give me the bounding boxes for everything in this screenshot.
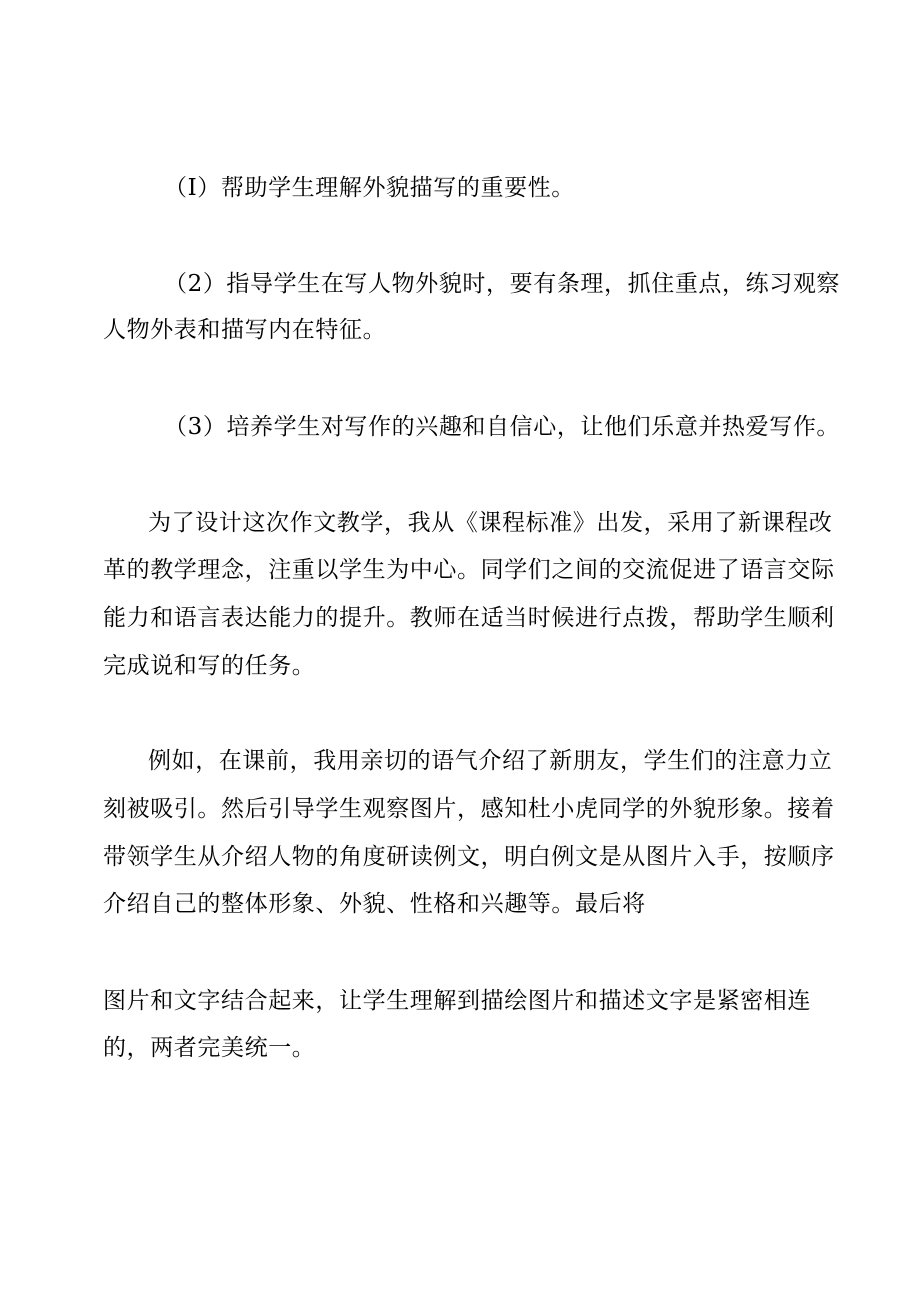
conclusion-paragraph-line-2: 的，两者完美统一。 [103, 1035, 316, 1061]
objective-3-line-1: （3）培养学生对写作的兴趣和自信心，让他们乐意并热爱写作。 [164, 414, 841, 440]
design-paragraph-line-1: 为了设计这次作文教学，我从《课程标准》出发，采用了新课程改 [148, 510, 833, 536]
example-paragraph-line-4: 介绍自己的整体形象、外貌、性格和兴趣等。最后将 [103, 891, 646, 917]
conclusion-paragraph-line-1: 图片和文字结合起来，让学生理解到描绘图片和描述文字是紧密相连 [103, 988, 811, 1014]
design-paragraph-line-2: 革的教学理念，注重以学生为中心。同学们之间的交流促进了语言交际 [103, 557, 835, 583]
example-paragraph-line-2: 刻被吸引。然后引导学生观察图片，感知杜小虎同学的外貌形象。接着 [103, 796, 835, 822]
example-paragraph-line-1: 例如，在课前，我用亲切的语气介绍了新朋友，学生们的注意力立 [148, 748, 833, 774]
objective-2-line-1: （2）指导学生在写人物外貌时，要有条理，抓住重点，练习观察 [164, 271, 841, 297]
objective-2-line-2: 人物外表和描写内在特征。 [103, 317, 387, 343]
design-paragraph-line-4: 完成说和写的任务。 [103, 653, 316, 679]
objective-1-line-1: （I）帮助学生理解外貌描写的重要性。 [164, 175, 575, 201]
example-paragraph-line-3: 带领学生从介绍人物的角度研读例文，明白例文是从图片入手，按顺序 [103, 844, 835, 870]
design-paragraph-line-3: 能力和语言表达能力的提升。教师在适当时候进行点拨，帮助学生顺利 [103, 605, 835, 631]
